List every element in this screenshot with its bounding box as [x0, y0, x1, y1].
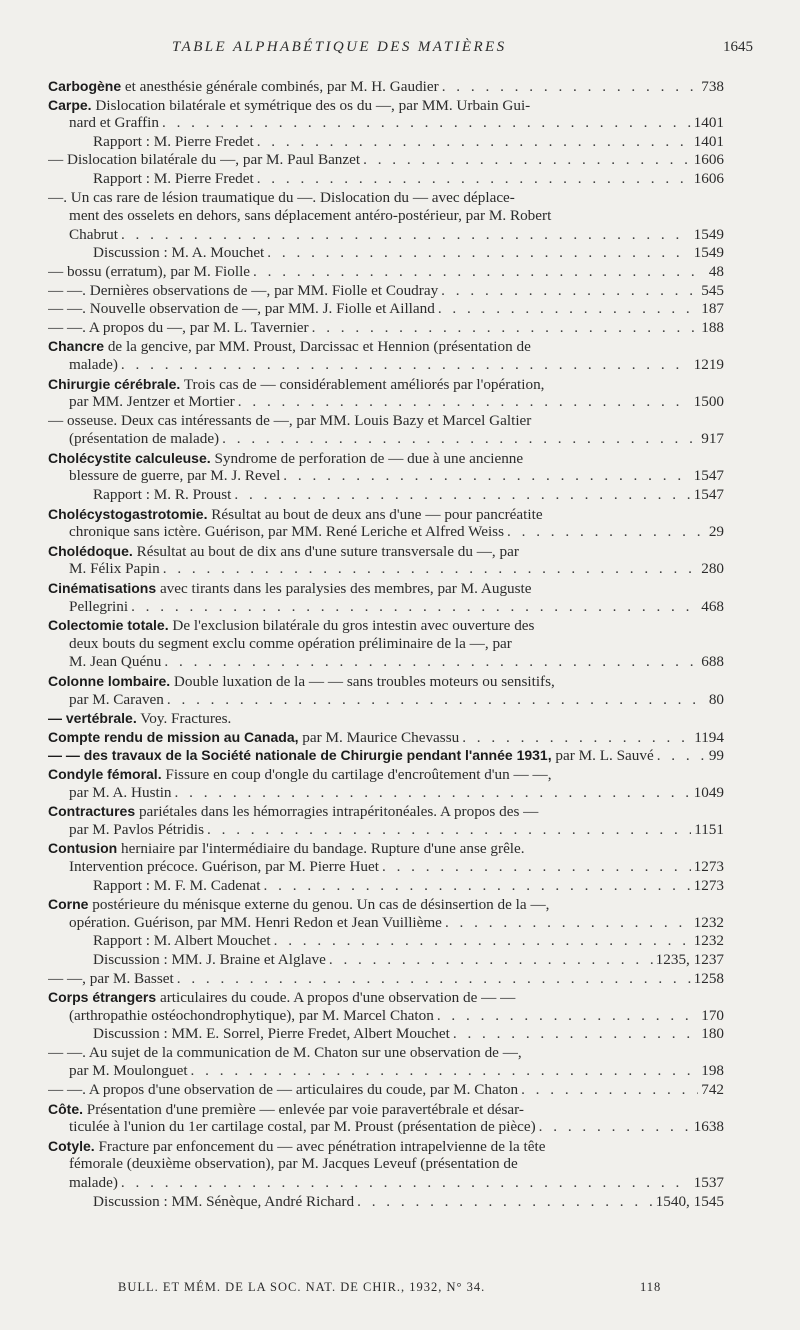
entry-page-ref: 468 [701, 597, 724, 615]
index-entry [48, 77, 724, 96]
entry-line [48, 1137, 724, 1156]
entry-page-ref: 738 [701, 78, 724, 95]
entry-line [48, 616, 724, 635]
entry-line [48, 1007, 724, 1026]
entry-line [48, 932, 724, 951]
entry-text: De l'exclusion bilatérale du gros intestin avec ouverture des [172, 617, 535, 635]
index-entry [48, 672, 724, 709]
entry-page-ref: 1537 [693, 1174, 724, 1192]
entry-line [48, 189, 724, 208]
entry-line [48, 1044, 724, 1063]
entry-line [48, 375, 724, 394]
entry-line [48, 988, 724, 1007]
running-title: TABLE ALPHABÉTIQUE DES MATIÈRES [172, 39, 507, 55]
entry-text: Discussion : MM. J. Braine et Alglave [93, 950, 326, 968]
entry-text: Présentation d'une première — enlevée par voie paravertébrale et désar- [86, 1100, 524, 1118]
entry-line [48, 337, 724, 356]
entry-text: (arthropathie ostéochondrophytique), par M. Marcel Chaton [69, 1006, 434, 1024]
entry-line [48, 970, 724, 989]
entry-text: — —. A propos d'une observation de — articulaires du coude, par M. Chaton [48, 1081, 519, 1099]
index-entry [48, 1100, 724, 1137]
entry-line [48, 1025, 724, 1044]
entry-text: par M. Caraven [69, 690, 164, 708]
entry-heading: Condyle fémoral. [48, 765, 162, 782]
entry-heading: Cholécystite calculeuse. [48, 449, 211, 466]
entry-line [48, 282, 724, 301]
entry-line [48, 523, 724, 542]
entry-line [48, 319, 724, 338]
entry-line [48, 765, 724, 784]
entry-text: et anesthésie générale combinés, par M. H. Gaudier [124, 78, 439, 95]
entry-text: pariétales dans les hémorragies intrapéritonéales. A propos des — [138, 803, 539, 821]
entry-text: Rapport : M. Pierre Fredet [93, 169, 254, 187]
entry-heading: Colonne lombaire. [48, 673, 171, 689]
entry-text: postérieure du ménisque externe du genou. Un cas de désinsertion de la —, [92, 896, 550, 914]
entry-line [48, 560, 724, 579]
entry-line [48, 579, 724, 598]
entry-line [48, 77, 724, 96]
entry-text: — osseuse. Deux cas intéressants de —, par MM. Louis Bazy et Marcel Galtier [48, 411, 532, 429]
entry-text: Pellegrini [69, 597, 129, 615]
entry-line [48, 951, 724, 970]
entry-page-ref: 1606 [693, 151, 724, 169]
entry-text: herniaire par l'intermédiaire du bandage. Rupture d'une anse grêle. [121, 840, 525, 858]
entry-line [48, 635, 724, 654]
entry-page-ref: 1547 [693, 486, 724, 504]
entry-line [48, 226, 724, 245]
entry-line [48, 1118, 724, 1137]
index-entry [48, 616, 724, 672]
entry-line [48, 877, 724, 896]
entry-line [48, 542, 724, 561]
entry-text: (présentation de malade) [69, 430, 220, 448]
dot-leader [164, 653, 698, 672]
dot-leader [312, 319, 699, 338]
dot-leader [382, 858, 691, 877]
dot-leader [283, 467, 690, 486]
dot-leader [177, 970, 691, 989]
index-entry [48, 505, 724, 542]
index-entry [48, 151, 724, 188]
entry-text: Résultat au bout de deux ans d'une — pour pancréatite [211, 505, 543, 523]
sheet-number: 118 [640, 1280, 662, 1294]
entry-text: ment des osselets en dehors, sans déplacement antéro-postérieur, par M. Robert [69, 207, 552, 225]
entry-line [48, 914, 724, 933]
entry-line [48, 1174, 724, 1193]
entry-text: articulaires du coude. A propos d'une observation de — — [159, 989, 516, 1007]
entry-text: Discussion : MM. Sénèque, André Richard [93, 1192, 355, 1210]
dot-leader [437, 1007, 698, 1026]
entry-page-ref: 170 [701, 1006, 724, 1024]
entry-page-ref: 1549 [693, 225, 724, 243]
entry-line [48, 1100, 724, 1119]
entry-text: malade) [69, 355, 118, 373]
entry-text: Syndrome de perforation de — due à une ancienne [214, 449, 524, 467]
entry-page-ref: 1232 [693, 913, 724, 931]
entry-text: Trois cas de — considérablement améliorés par l'opération, [183, 375, 545, 393]
dot-leader [267, 244, 690, 263]
entry-text: malade) [69, 1174, 118, 1192]
entry-line [48, 858, 724, 877]
bulletin-reference: BULL. ET MÉM. DE LA SOC. NAT. DE CHIR., 1932, N° 34. [118, 1280, 486, 1294]
entry-line [48, 746, 724, 765]
entry-text: M. Félix Papin [69, 560, 160, 578]
index-entry [48, 449, 724, 505]
entry-text: Fissure en coup d'ongle du cartilage d'encroûtement d'un — —, [165, 765, 552, 783]
dot-leader [507, 523, 706, 542]
entry-page-ref: 1151 [694, 820, 724, 838]
alphabetical-index [48, 77, 724, 1211]
dot-leader [264, 877, 691, 896]
entry-line [48, 114, 724, 133]
entry-line [48, 263, 724, 282]
page-number: 1645 [723, 39, 753, 55]
dot-leader [442, 78, 699, 96]
dot-leader [234, 486, 690, 505]
entry-page-ref: 80 [708, 690, 724, 708]
entry-line [48, 467, 724, 486]
entry-line [48, 393, 724, 412]
entry-page-ref: 48 [708, 262, 724, 280]
entry-line [48, 96, 724, 115]
entry-page-ref: 1401 [693, 114, 724, 132]
entry-text: — —. A propos du —, par M. L. Tavernier [48, 318, 309, 336]
dot-leader [131, 598, 698, 617]
index-entry [48, 1137, 724, 1211]
entry-text: Rapport : M. F. M. Cadenat [93, 876, 261, 894]
index-entry [48, 375, 724, 412]
entry-page-ref: 29 [708, 523, 724, 541]
dot-leader [222, 430, 698, 449]
entry-heading: Contractures [48, 803, 136, 820]
entry-page-ref: 1401 [693, 132, 724, 150]
index-entry [48, 319, 724, 338]
entry-text: — —. Au sujet de la communication de M. Chaton sur une observation de —, [48, 1043, 522, 1061]
entry-line [48, 170, 724, 189]
dot-leader [438, 300, 698, 319]
entry-line [48, 244, 724, 263]
entry-page-ref: 1549 [693, 244, 724, 262]
entry-line [48, 1155, 724, 1174]
entry-line [48, 653, 724, 672]
entry-text: ticulée à l'union du 1er cartilage costal, par M. Proust (présentation de pièce) [69, 1118, 536, 1136]
index-entry [48, 337, 724, 374]
entry-line [48, 356, 724, 375]
entry-text: blessure de guerre, par M. J. Revel [69, 467, 281, 485]
dot-leader [121, 226, 691, 245]
entry-line [48, 1193, 724, 1212]
entry-text: Discussion : MM. E. Sorrel, Pierre Fredet, Albert Mouchet [93, 1025, 450, 1043]
entry-page-ref: 1194 [694, 728, 724, 746]
entry-text: Rapport : M. Albert Mouchet [93, 932, 271, 950]
index-entry [48, 709, 724, 728]
entry-line [48, 151, 724, 170]
entry-text: Discussion : M. A. Mouchet [93, 244, 265, 262]
entry-heading: — vertébrale. [48, 710, 137, 727]
entry-page-ref: 742 [701, 1081, 724, 1099]
entry-text: —. Un cas rare de lésion traumatique du —. Dislocation du — avec déplace- [48, 188, 515, 206]
entry-text: fémorale (deuxième observation), par M. Jacques Leveuf (présentation de [69, 1155, 518, 1173]
dot-leader [257, 133, 691, 152]
index-entry [48, 542, 724, 579]
index-entry [48, 839, 724, 895]
dot-leader [257, 170, 691, 189]
entry-line [48, 598, 724, 617]
entry-page-ref: 188 [701, 318, 724, 336]
entry-line [48, 412, 724, 431]
index-entry [48, 802, 724, 839]
entry-line [48, 1062, 724, 1081]
dot-leader [191, 1062, 699, 1081]
entry-text: nard et Graffin [69, 114, 159, 132]
index-entry [48, 412, 724, 449]
entry-text: par MM. Jentzer et Mortier [69, 393, 235, 411]
index-entry [48, 282, 724, 301]
dot-leader [121, 1174, 691, 1193]
index-entry [48, 970, 724, 989]
entry-heading: Carpe. [48, 96, 92, 113]
dot-leader [253, 263, 706, 282]
entry-text: — bossu (erratum), par M. Fiolle [48, 262, 251, 280]
dot-leader [357, 1193, 653, 1212]
index-entry [48, 746, 724, 765]
entry-line [48, 449, 724, 468]
entry-text: Rapport : M. Pierre Fredet [93, 132, 254, 150]
entry-heading: Corps étrangers [48, 989, 157, 1006]
entry-heading: Compte rendu de mission au Canada, [48, 728, 299, 745]
entry-line [48, 895, 724, 914]
entry-line [48, 691, 724, 710]
entry-text: avec tirants dans les paralysies des membres, par M. Auguste [159, 580, 532, 598]
entry-heading: Cotyle. [48, 1137, 95, 1154]
entry-text: par M. Pavlos Pétridis [69, 820, 204, 838]
entry-page-ref: 180 [701, 1025, 724, 1043]
index-entry [48, 263, 724, 282]
entry-page-ref: 1606 [693, 169, 724, 187]
dot-leader [167, 691, 706, 710]
entry-page-ref: 1540, 1545 [655, 1192, 724, 1210]
entry-page-ref: 187 [701, 300, 724, 318]
running-header [0, 38, 800, 58]
entry-text: opération. Guérison, par MM. Henri Redon et Jean Vuillième [69, 913, 442, 931]
dot-leader [441, 282, 698, 301]
entry-page-ref: 545 [701, 281, 724, 299]
dot-leader [121, 356, 691, 375]
entry-heading: Cholécystogastrotomie. [48, 505, 208, 522]
entry-text: — —. Dernières observations de —, par MM. Fiolle et Coudray [48, 281, 439, 299]
index-entry [48, 895, 724, 969]
entry-heading: Corne [48, 896, 89, 913]
dot-leader [521, 1081, 698, 1100]
entry-page-ref: 688 [701, 653, 724, 671]
entry-text: Intervention précoce. Guérison, par M. Pierre Huet [69, 857, 379, 875]
dot-leader [274, 932, 691, 951]
entry-heading: Contusion [48, 840, 118, 857]
entry-text: — Dislocation bilatérale du —, par M. Paul Banzet [48, 151, 361, 169]
dot-leader [363, 151, 691, 170]
entry-page-ref: 1638 [693, 1118, 724, 1136]
entry-text: Résultat au bout de dix ans d'une suture transversale du —, par [136, 542, 519, 560]
entry-text: Rapport : M. R. Proust [93, 486, 232, 504]
entry-line [48, 784, 724, 803]
entry-page-ref: 1235, 1237 [655, 950, 724, 968]
entry-text: M. Jean Quénu [69, 653, 162, 671]
entry-text: deux bouts du segment exclu comme opération préliminaire de la —, par [69, 634, 512, 652]
index-entry [48, 300, 724, 319]
entry-line [48, 486, 724, 505]
entry-line [48, 728, 724, 747]
dot-leader [162, 114, 691, 133]
entry-text: Voy. Fractures. [140, 710, 232, 728]
entry-line [48, 430, 724, 449]
entry-line [48, 802, 724, 821]
entry-line [48, 672, 724, 691]
entry-heading: Côte. [48, 1100, 83, 1117]
entry-line [48, 505, 724, 524]
entry-page-ref: 99 [708, 747, 724, 765]
dot-leader [539, 1118, 691, 1137]
dot-leader [445, 914, 691, 933]
entry-line [48, 821, 724, 840]
entry-text: par M. Moulonguet [69, 1062, 188, 1080]
index-entry [48, 579, 724, 616]
entry-heading: — — des travaux de la Société nationale de Chirurgie pendant l'année 1931, [48, 747, 552, 764]
entry-heading: Colectomie totale. [48, 617, 169, 634]
entry-heading: Carbogène [48, 78, 122, 94]
entry-heading: Cinématisations [48, 580, 157, 597]
dot-leader [207, 821, 691, 840]
entry-text: de la gencive, par MM. Proust, Darcissac et Hennion (présentation de [107, 338, 531, 356]
entry-text: — —. Nouvelle observation de —, par MM. J. Fiolle et Ailland [48, 300, 435, 318]
dot-leader [163, 560, 699, 579]
entry-page-ref: 917 [701, 430, 724, 448]
entry-page-ref: 1500 [693, 393, 724, 411]
index-entry [48, 728, 724, 747]
index-entry [48, 988, 724, 1044]
entry-line [48, 207, 724, 226]
entry-line [48, 1081, 724, 1100]
entry-page-ref: 1232 [693, 932, 724, 950]
entry-line [48, 709, 724, 728]
entry-page-ref: 1258 [693, 969, 724, 987]
index-entry [48, 765, 724, 802]
entry-text: Fracture par enfoncement du — avec pénétration intrapelvienne de la tête [98, 1137, 546, 1155]
dot-leader [329, 951, 653, 970]
index-entry [48, 1044, 724, 1081]
entry-line [48, 133, 724, 152]
entry-text: — —, par M. Basset [48, 969, 174, 987]
entry-line [48, 839, 724, 858]
entry-page-ref: 280 [701, 560, 724, 578]
entry-text: par M. L. Sauvé [555, 747, 654, 765]
entry-page-ref: 1547 [693, 467, 724, 485]
dot-leader [175, 784, 691, 803]
index-entry [48, 1081, 724, 1100]
entry-text: par M. Maurice Chevassu [302, 728, 460, 746]
entry-text: Dislocation bilatérale et symétrique des os du —, par MM. Urbain Gui- [95, 96, 531, 114]
index-entry [48, 96, 724, 152]
index-entry [48, 189, 724, 263]
dot-leader [453, 1025, 698, 1044]
entry-text: Chabrut [69, 225, 118, 243]
entry-page-ref: 198 [701, 1062, 724, 1080]
entry-text: par M. A. Hustin [69, 783, 172, 801]
dot-leader [462, 729, 691, 747]
entry-page-ref: 1219 [693, 355, 724, 373]
entry-heading: Cholédoque. [48, 542, 133, 559]
dot-leader [657, 747, 706, 765]
entry-page-ref: 1049 [693, 783, 724, 801]
entry-line [48, 300, 724, 319]
entry-page-ref: 1273 [693, 857, 724, 875]
entry-heading: Chirurgie cérébrale. [48, 375, 181, 392]
entry-text: Double luxation de la — — sans troubles moteurs ou sensitifs, [173, 673, 555, 690]
entry-text: chronique sans ictère. Guérison, par MM. René Leriche et Alfred Weiss [69, 523, 504, 541]
dot-leader [238, 393, 691, 412]
entry-page-ref: 1273 [693, 876, 724, 894]
entry-heading: Chancre [48, 338, 105, 355]
